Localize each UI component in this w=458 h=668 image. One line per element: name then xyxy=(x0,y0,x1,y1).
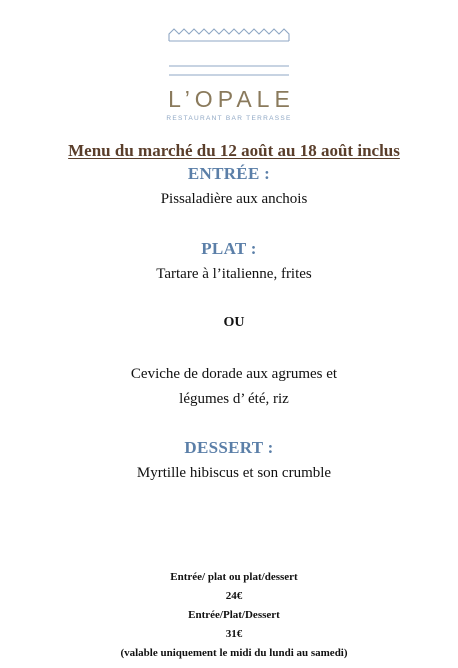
pricing-note: (valable uniquement le midi du lundi au samedi) xyxy=(120,647,348,659)
entree-dish: Pissaladière aux anchois xyxy=(160,191,308,207)
plat-option-1: Tartare à l’italienne, frites xyxy=(156,266,312,282)
entree-heading: ENTRÉE : xyxy=(187,164,271,183)
brand-tagline: RESTAURANT BAR TERRASSE xyxy=(166,115,292,122)
menu-title: Menu du marché du 12 août au 18 août inclus xyxy=(68,141,400,160)
plat-option-2-line-2: légumes d’ été, riz xyxy=(179,391,289,407)
dessert-heading: DESSERT : xyxy=(184,438,274,457)
dessert-dish: Myrtille hibiscus et son crumble xyxy=(136,465,332,481)
or-separator: OU xyxy=(223,315,245,330)
pricing-block xyxy=(0,568,458,663)
formula-1-price: 24€ xyxy=(225,590,243,602)
brand-name: L’OPALE xyxy=(168,86,295,112)
restaurant-logo xyxy=(0,28,458,123)
formula-1-label: Entrée/ plat ou plat/dessert xyxy=(170,571,298,583)
plat-heading: PLAT : xyxy=(201,239,257,258)
formula-2-price: 31€ xyxy=(225,628,243,640)
formula-2-label: Entrée/Plat/Dessert xyxy=(188,609,280,621)
plat-option-2-line-1: Ceviche de dorade aux agrumes et xyxy=(130,366,338,382)
rooftops-line-icon xyxy=(168,28,290,76)
